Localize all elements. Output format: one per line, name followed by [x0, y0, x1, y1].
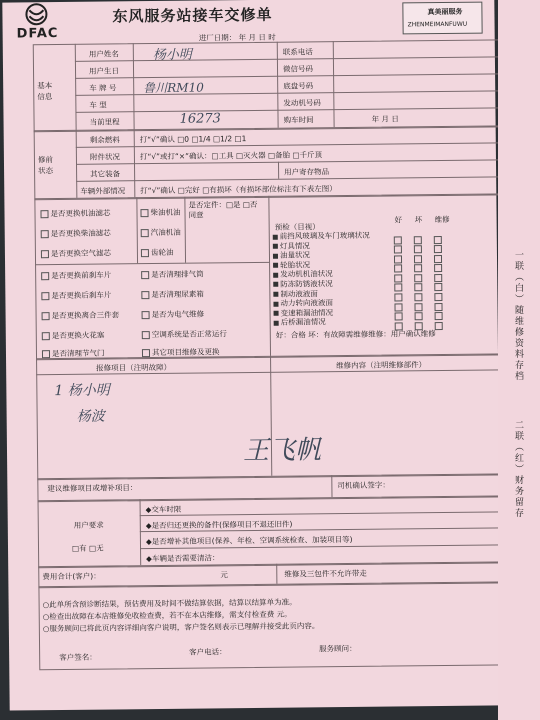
mid-check-2: 是否清理尿素箱 — [141, 289, 204, 301]
suggest-label: 建议维修项目或增补项目： — [47, 483, 138, 494]
precheck-col-repair: 维修 — [434, 214, 450, 225]
field-label-wechat: 微信号码 — [282, 64, 314, 74]
equipment-label: 其它装备 — [90, 169, 121, 179]
precheck-item: 发动机机油状况 — [273, 267, 473, 279]
precheck-boxes — [394, 229, 455, 326]
user-items-label: 用户寄存物品 — [284, 167, 330, 177]
customer-phone-label: 客户电话： — [189, 647, 227, 657]
logo-text: DFAC — [16, 26, 59, 42]
exterior-label: 车辆外部情况 — [80, 186, 126, 196]
fuel-label: 剩余燃料 — [89, 135, 120, 145]
entry-date-line: 进厂日期： 年 月 日 时 — [198, 32, 276, 43]
left-check-4: 是否更换火花塞 — [42, 330, 105, 342]
field-value-plate: 鲁川RM10 — [143, 80, 204, 96]
brand-badge-top: 真美丽服务 — [427, 7, 463, 17]
cost-label: 费用合计(客户)： — [42, 571, 101, 582]
precheck-item: 前挡风玻璃及车门玻璃状况 — [273, 229, 473, 241]
user-req-item-4: ◆车辆是否需要清洁： — [146, 553, 220, 564]
repair-left-header: 报修项目（注明故障） — [96, 362, 172, 373]
customer-signature-label: 客户签名： — [59, 652, 97, 663]
purchase-date-blank: 年 月 日 — [371, 114, 399, 124]
field-label-plate: 车 牌 号 — [89, 83, 117, 93]
left-check-5: 是否清理节气门 — [42, 348, 105, 360]
precheck-item: 后桥漏油情况 — [274, 315, 474, 327]
field-label-engine: 发动机号码 — [283, 98, 321, 108]
basic-info-label: 基本信息 — [37, 81, 53, 102]
left-check-3: 是否更换离合三件套 — [42, 309, 120, 321]
oil-type-3: 齿轮油 — [141, 247, 174, 258]
mid-check-3: 是否为电气维修 — [142, 308, 205, 320]
user-req-section — [38, 495, 509, 568]
accessory-label: 附件状况 — [89, 152, 120, 162]
field-label-chassis: 底盘号码 — [283, 81, 314, 91]
user-req-label: 用户要求 — [73, 520, 104, 530]
exterior-options: 打“√”确认 □完好 □有损坏（有损坏部位标注有下表左图） — [140, 184, 337, 196]
field-label-name: 用户姓名 — [88, 49, 119, 59]
copy-one-label: 一联（白）随维修资料存档 — [513, 250, 523, 382]
user-req-yes-no: □有 □无 — [71, 543, 104, 553]
mid-check-5: 其它项目维修及更换 — [142, 346, 220, 358]
brand-badge-bottom: ZHENMEIMANFUWU — [407, 20, 468, 29]
precheck-item: 轮胎状况 — [273, 257, 473, 269]
cost-unit: 元 — [220, 570, 228, 580]
repair-order-form — [2, 0, 501, 711]
precheck-item: 制动液液面 — [273, 286, 473, 298]
precheck-item: 防冻防锈液状况 — [273, 277, 473, 289]
oil-type-1: 柴油机油 — [140, 207, 180, 218]
user-req-item-1: ◆交车时限 — [145, 504, 182, 515]
copy-strip — [498, 0, 540, 720]
technician-sign-label: 司机确认签字： — [337, 480, 390, 491]
oil-filter-check-1: 是否更换机油滤芯 — [40, 207, 110, 219]
user-req-item-2: ◆是否归还更换的备件(保修项目不退还旧件) — [145, 519, 293, 531]
left-check-2: 是否更换后刹车片 — [41, 289, 111, 301]
precheck-footer: 好：合格 坏：有故障需维修维修：用户确认维修 — [275, 329, 436, 340]
field-label-model: 车 型 — [89, 100, 107, 110]
pre-repair-label: 修前状态 — [37, 155, 54, 176]
repair-sign: 王飞帆 — [242, 435, 322, 467]
precheck-item: 动力转向液液面 — [273, 296, 473, 308]
oil-type-2: 汽油机油 — [141, 227, 181, 238]
repair-right-header: 维修内容（注明维修部件） — [336, 360, 427, 371]
field-label-phone: 联系电话 — [282, 47, 313, 57]
precheck-item: 油量状况 — [273, 248, 473, 260]
note-1: ○此单所含预诊断结果，预估费用及时间不做结算依据，结算以结算单为准。 — [42, 597, 297, 610]
mid-check-1: 是否清理排气筒 — [141, 269, 204, 281]
field-label-purchase: 购车时间 — [283, 115, 314, 125]
precheck-col-bad: 坏 — [414, 215, 423, 225]
left-check-1: 是否更换前刹车片 — [41, 269, 111, 281]
note-3: ○服务顾问已将此页内容详细向客户说明，客户签名则表示已理解并接受此页内容。 — [42, 621, 320, 634]
cost-note: 维修及三包件不允许带走 — [284, 568, 367, 579]
oil-filter-check-3: 是否更换空气滤芯 — [41, 247, 111, 259]
user-req-item-3: ◆是否增补其他项目(保养、年检、空调系统检查、加装项目等) — [145, 534, 353, 547]
precheck-title: 预检（目视） — [274, 222, 320, 232]
oil-filter-check-2: 是否更换柴油滤芯 — [41, 227, 111, 239]
brand-badge — [402, 2, 482, 35]
accessory-options: 打“√”或打“×”确认：□工具 □灭火器 □备胎 □千斤顶 — [139, 150, 323, 162]
field-label-mileage: 当前里程 — [89, 117, 120, 127]
form-title: 东风服务站接车交修单 — [112, 5, 273, 26]
field-value-mileage: 16273 — [179, 111, 221, 127]
mid-check-4: 空调系统是否正常运行 — [142, 328, 227, 340]
field-label-birthday: 用户生日 — [88, 66, 120, 76]
precheck-item: 灯具情况 — [273, 238, 473, 250]
note-2: ○检查出故障在本店维修免收检查费，若不在本店维修，需支付检查费 元。 — [42, 609, 292, 622]
field-value-name: 杨小明 — [152, 47, 192, 64]
copy-two-label: 二联（红）财务留存 — [513, 420, 523, 519]
repair-item-1: 1 杨小明 — [54, 382, 110, 400]
repair-item-2: 杨波 — [76, 408, 105, 425]
precheck-item: 变速箱漏油情况 — [274, 305, 474, 317]
service-advisor-label: 服务顾问： — [319, 643, 357, 654]
dfac-logo — [10, 2, 60, 43]
fuel-options: 打“√”确认 □0 □1/4 □1/2 □1 — [139, 134, 247, 145]
warranty-check: 是否定件：□是 □否 同意 — [188, 199, 258, 220]
precheck-col-good: 好 — [394, 215, 403, 225]
